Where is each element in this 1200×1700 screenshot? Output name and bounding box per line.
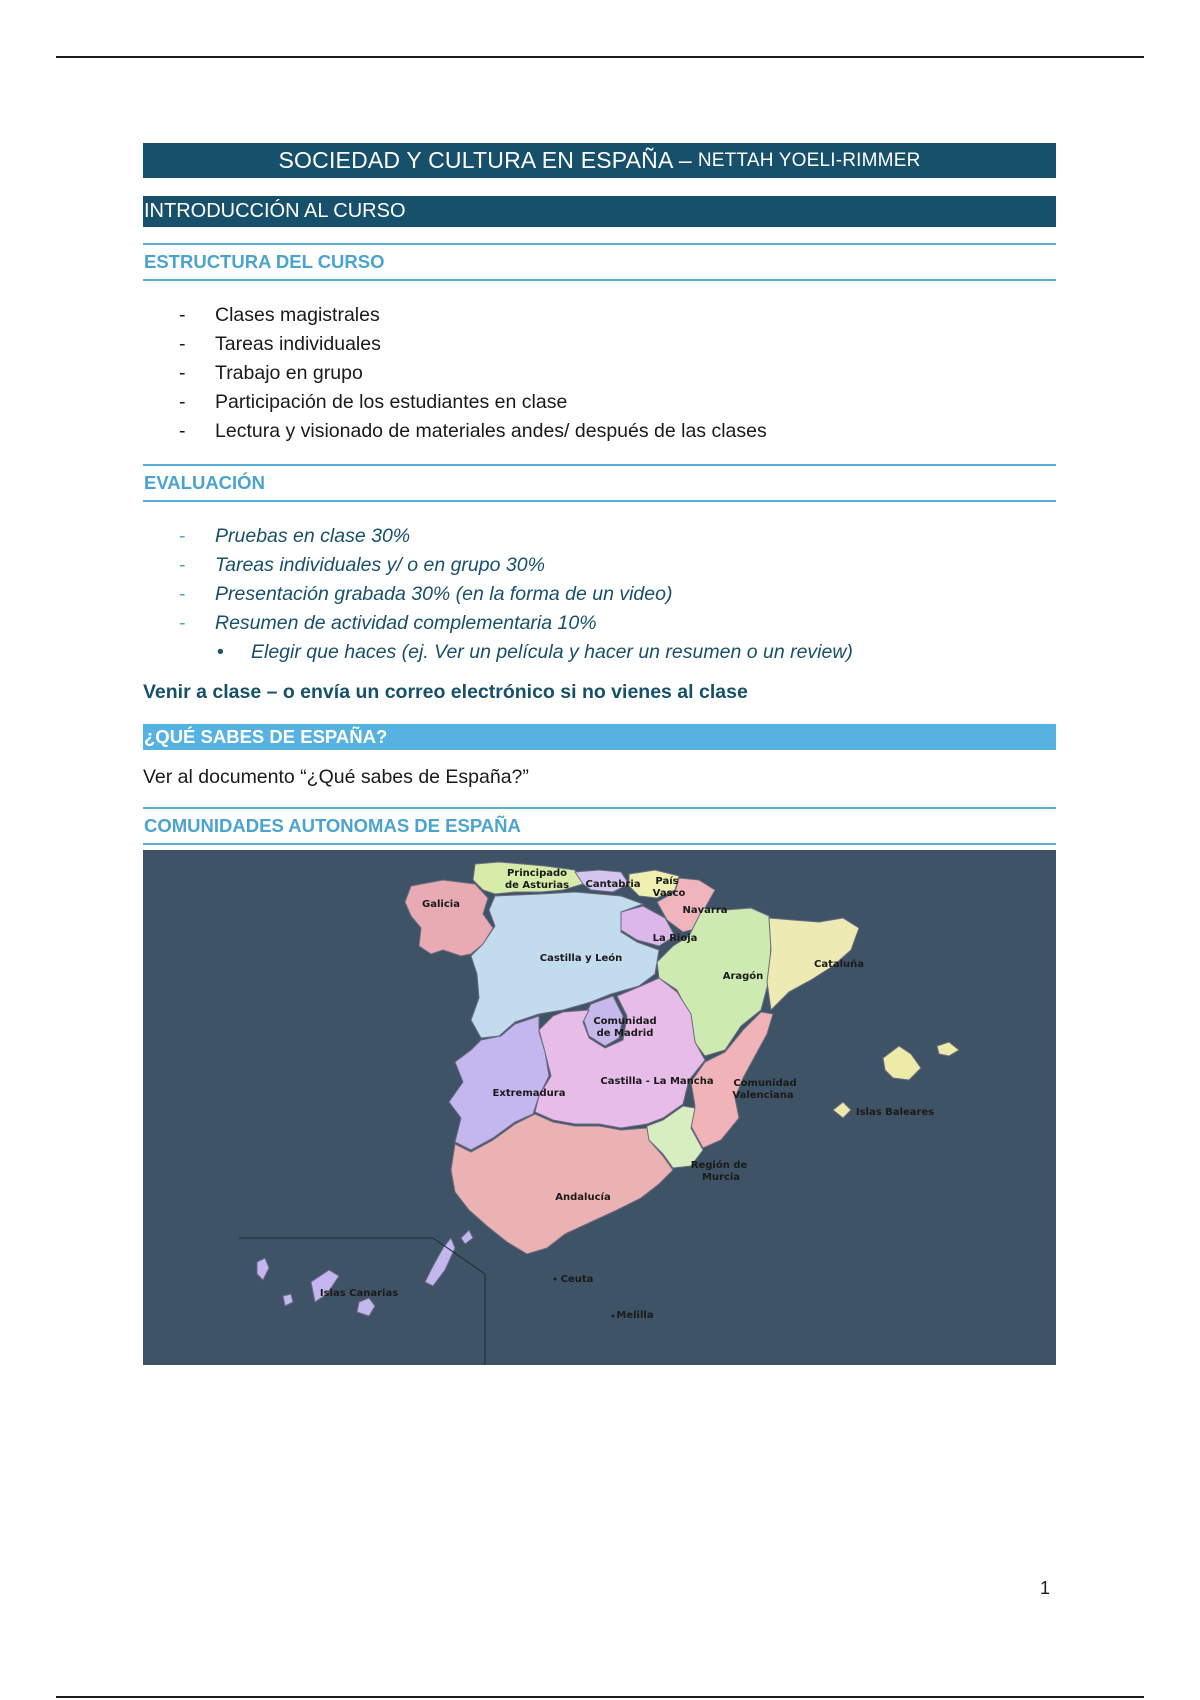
document-author: NETTAH YOELI-RIMMER	[697, 149, 921, 171]
list-item: - Tareas individuales	[179, 330, 1056, 359]
region-baleares-mallorca	[883, 1046, 921, 1080]
document-page	[143, 143, 1056, 1365]
map-label-baleares: Islas Baleares	[855, 1107, 935, 1118]
evaluacion-sub-item	[143, 638, 1056, 667]
map-label-cantabria: Cantabria	[585, 879, 641, 890]
map-label-ceuta: Ceuta	[560, 1274, 594, 1285]
region-baleares-menorca	[937, 1042, 959, 1056]
map-label-aragon: Aragón	[722, 971, 764, 982]
map-label-pais-vasco-1: País	[655, 876, 679, 887]
comunidades-heading: COMUNIDADES AUTONOMAS DE ESPAÑA	[143, 807, 1056, 845]
ceuta-marker	[554, 1278, 557, 1281]
map-label-navarra: Navarra	[682, 905, 728, 916]
document-title: SOCIEDAD Y CULTURA EN ESPAÑA –	[278, 147, 692, 173]
list-item: - Tareas individuales y/ o en grupo 30%	[179, 551, 1056, 580]
list-item: - Resumen de actividad complementaria 10%	[179, 609, 1056, 638]
region-baleares-ibiza	[833, 1102, 851, 1118]
map-label-melilla: Melilla	[616, 1310, 654, 1321]
map-label-murcia-2: Murcia	[701, 1172, 741, 1183]
map-label-valenciana-1: Comunidad	[733, 1078, 797, 1089]
map-label-asturias-2: de Asturias	[504, 880, 570, 891]
evaluacion-heading: EVALUACIÓN	[143, 464, 1056, 502]
region-canarias-5	[425, 1238, 455, 1286]
bottom-rule	[56, 1696, 1144, 1698]
attendance-note: Venir a clase – o envía un correo electrónico si no vienes al clase	[143, 681, 748, 703]
map-label-cataluna: Cataluña	[813, 959, 865, 970]
map-label-murcia-1: Región de	[690, 1160, 748, 1171]
top-rule	[56, 56, 1144, 58]
estructura-list	[143, 301, 1056, 446]
region-canarias-6	[461, 1230, 473, 1244]
map-label-castilla-mancha: Castilla - La Mancha	[600, 1076, 714, 1087]
list-item: - Lectura y visionado de materiales andes/ después de las clases	[179, 417, 1056, 446]
spain-map	[143, 850, 1056, 1365]
region-canarias-4	[357, 1298, 375, 1316]
melilla-marker	[612, 1315, 615, 1318]
map-label-extremadura: Extremadura	[492, 1088, 566, 1099]
list-item: - Trabajo en grupo	[179, 359, 1056, 388]
map-label-madrid-1: Comunidad	[593, 1016, 657, 1027]
list-item: - Clases magistrales	[179, 301, 1056, 330]
region-canarias-2	[283, 1294, 293, 1306]
que-sabes-text: Ver al documento “¿Qué sabes de España?”	[143, 766, 529, 788]
spain-map-svg	[143, 850, 1056, 1365]
list-item: - Participación de los estudiantes en clase	[179, 388, 1056, 417]
evaluacion-list	[143, 522, 1056, 638]
que-sabes-heading: ¿QUÉ SABES DE ESPAÑA?	[143, 724, 1056, 750]
estructura-heading: ESTRUCTURA DEL CURSO	[143, 243, 1056, 281]
document-title-bar	[143, 143, 1056, 178]
map-label-madrid-2: de Madrid	[596, 1028, 654, 1039]
map-label-pais-vasco-2: Vasco	[652, 888, 686, 899]
intro-heading: INTRODUCCIÓN AL CURSO	[143, 196, 1056, 227]
list-item: - Pruebas en clase 30%	[179, 522, 1056, 551]
map-label-valenciana-2: Valenciana	[732, 1090, 794, 1101]
region-canarias-1	[257, 1258, 269, 1280]
sub-item-text: Elegir que haces (ej. Ver un película y hacer un resumen o un review)	[251, 641, 853, 663]
map-label-asturias-1: Principado	[506, 868, 568, 879]
map-label-galicia: Galicia	[422, 899, 460, 910]
page-number: 1	[1040, 1578, 1051, 1598]
map-label-andalucia: Andalucía	[555, 1192, 611, 1203]
map-label-la-rioja: La Rioja	[652, 933, 698, 944]
list-item: - Presentación grabada 30% (en la forma de un video)	[179, 580, 1056, 609]
map-label-castilla-leon: Castilla y León	[539, 953, 623, 964]
region-galicia	[405, 880, 493, 956]
map-label-canarias: Islas Canarias	[319, 1288, 399, 1299]
